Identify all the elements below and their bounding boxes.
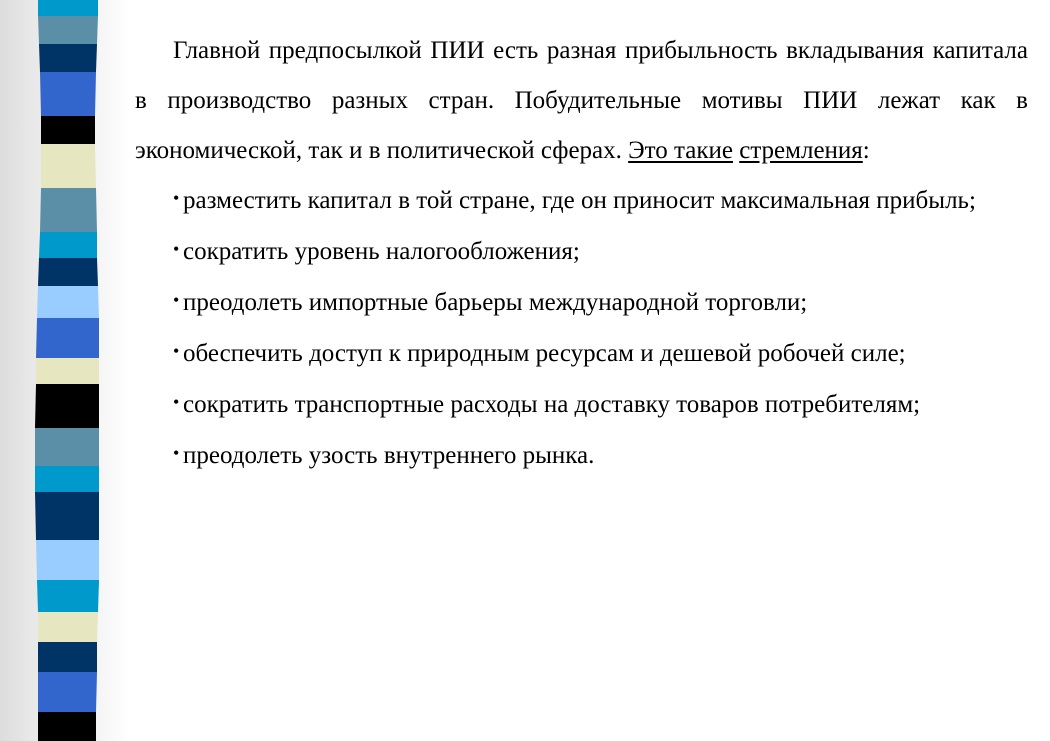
- bullet-dot-icon: •: [173, 341, 180, 361]
- stripe: [41, 116, 95, 144]
- list-item: [135, 380, 1028, 431]
- intro-paragraph: [135, 26, 1028, 176]
- stripe: [35, 428, 99, 466]
- stripe: [38, 712, 96, 741]
- stripe: [35, 466, 99, 492]
- list-item-text: разместить капитал в той стране, где он приносит максимальная прибыль;: [183, 187, 976, 214]
- list-item: [135, 278, 1028, 329]
- underlined-phrase-1: Это такие: [628, 137, 733, 164]
- stripe: [35, 384, 99, 428]
- stripe: [38, 0, 98, 16]
- decorative-stripe-column: [0, 0, 130, 741]
- bullet-dot-icon: •: [173, 392, 180, 412]
- stripe: [41, 144, 96, 188]
- list-item-text: сократить транспортные расходы на доставку товаров потребителям;: [183, 391, 921, 418]
- stripe: [37, 286, 99, 318]
- stripe: [38, 672, 97, 712]
- stripe: [38, 642, 97, 672]
- stripe: [36, 358, 99, 384]
- stripe: [37, 580, 99, 612]
- stripe: [35, 492, 99, 540]
- bullet-dot-icon: •: [173, 443, 180, 463]
- list-item-text: преодолеть узость внутреннего рынка.: [183, 442, 595, 469]
- intro-text: Главной предпосылкой ПИИ есть разная прибыльность вкладывания капитала в производство разных стран. Побудительные мотивы ПИИ лежат как в экономической, так и в политической сферах.: [135, 37, 1028, 164]
- stripe: [40, 72, 96, 116]
- list-item-text: сократить уровень налогообложения;: [183, 238, 580, 265]
- list-item-text: преодолеть импортные барьеры международной торговли;: [183, 289, 808, 316]
- stripe: [39, 232, 97, 258]
- bullet-dot-icon: •: [173, 239, 180, 259]
- list-item: [135, 227, 1028, 278]
- stripe: [36, 540, 99, 580]
- stripe: [38, 16, 98, 44]
- bullet-dot-icon: •: [173, 290, 180, 310]
- list-item: [135, 329, 1028, 380]
- list-item: [135, 176, 1028, 227]
- stripe: [36, 318, 99, 358]
- stripe: [39, 44, 97, 72]
- stripe-group: [35, 0, 99, 741]
- stripe: [38, 258, 98, 286]
- bullet-dot-icon: •: [173, 188, 180, 208]
- intro-colon: :: [862, 137, 870, 164]
- list-item-text: обеспечить доступ к природным ресурсам и дешевой робочей силе;: [183, 340, 906, 367]
- list-item: [135, 431, 1028, 482]
- slide-text-body: [135, 26, 1028, 482]
- stripe: [38, 612, 98, 642]
- underlined-phrase-2: стремления: [739, 137, 863, 164]
- stripe: [40, 188, 97, 232]
- motives-list: [135, 176, 1028, 482]
